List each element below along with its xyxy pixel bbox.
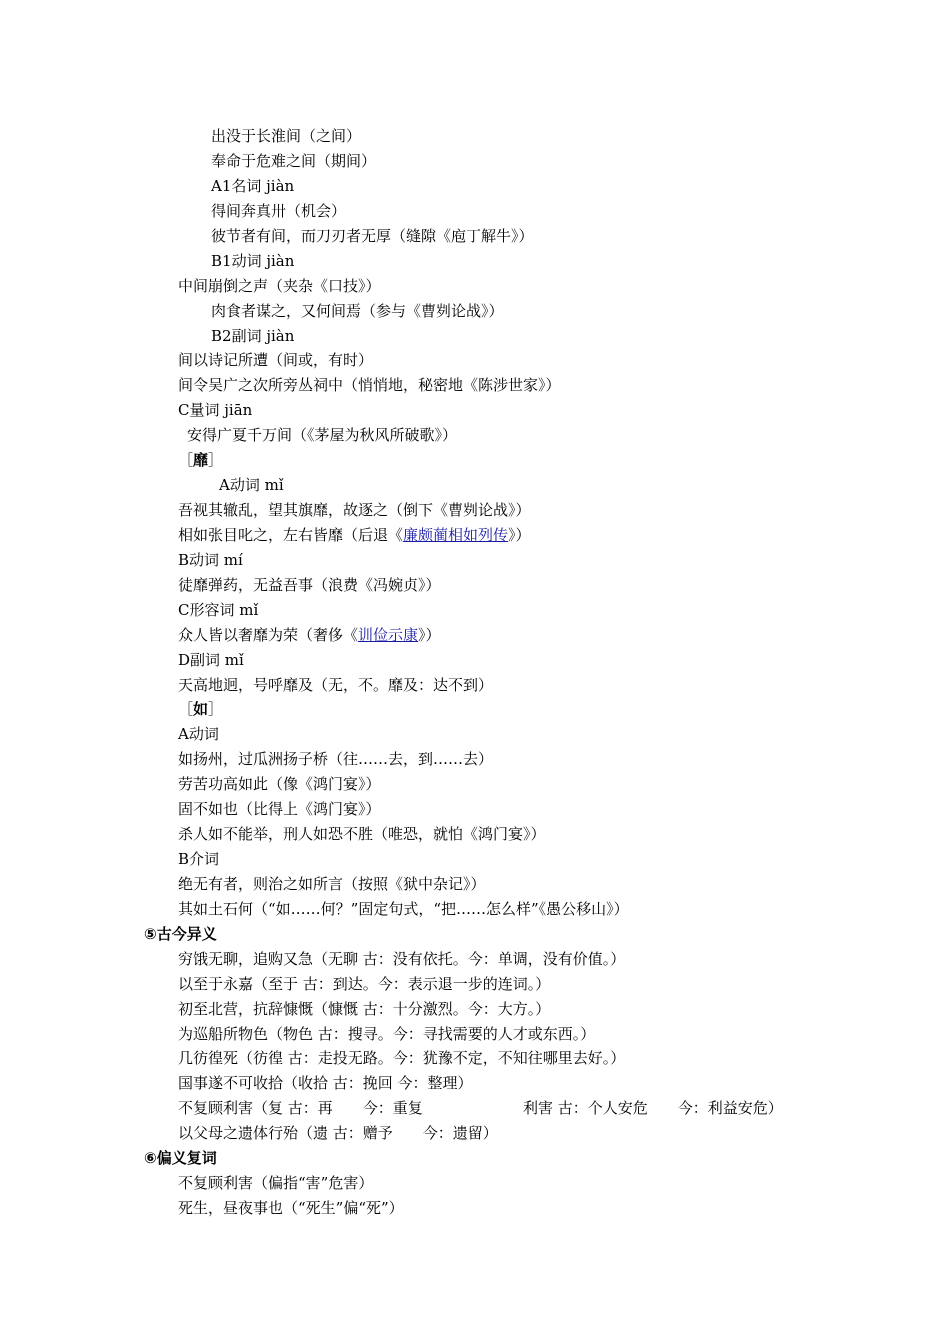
section-heading-pianyi: ⑥偏义复词: [144, 1149, 217, 1167]
text-line: 徒靡弹药，无益吾事（浪费《冯婉贞》）: [178, 576, 441, 594]
entry-heading-ru: [178, 699, 223, 719]
xunjian-link[interactable]: 训俭示康: [358, 626, 419, 644]
text-line: C形容词 mǐ: [178, 601, 259, 619]
text-line: B介词: [178, 850, 220, 868]
text-line: 杀人如不能举，刑人如恐不胜（唯恐，就怕《鸿门宴》）: [178, 825, 546, 843]
text-line: A动词: [178, 725, 219, 743]
section-heading-gujin: ⑤古今异义: [144, 925, 217, 943]
text-line: B2副词 jiàn: [211, 327, 295, 345]
text-line: 安得广夏千万间（《茅屋为秋风所破歌》）: [187, 426, 458, 444]
text-line: [178, 525, 531, 545]
text-segment: 相如张目叱之，左右皆靡（后退《: [178, 526, 404, 544]
entry-word: 靡: [193, 451, 209, 469]
text-line: 死生，昼夜事也（“死生”偏“死”）: [178, 1199, 404, 1217]
text-line: 奉命于危难之间（期间）: [211, 152, 377, 170]
text-line: 利害 古：个人安危 今：利益安危）: [523, 1099, 783, 1117]
text-line: A1名词 jiàn: [211, 177, 295, 195]
text-line: 固不如也（比得上《鸿门宴》）: [178, 800, 381, 818]
text-line: 天高地迥，号呼靡及（无，不。靡及：达不到）: [178, 676, 494, 694]
text-line: D副词 mǐ: [178, 651, 244, 669]
text-line: 肉食者谋之，又何间焉（参与《曹刿论战》）: [211, 302, 504, 320]
text-line: C量词 jiān: [178, 401, 253, 419]
text-line: 中间崩倒之声（夹杂《口技》）: [178, 277, 381, 295]
text-line: 不复顾利害（复 古：再 今：重复: [178, 1099, 423, 1117]
entry-word: 如: [193, 700, 209, 718]
text-line: 绝无有者，则治之如所言（按照《狱中杂记》）: [178, 875, 486, 893]
text-line: 间令吴广之次所旁丛祠中（悄悄地，秘密地《陈涉世家》）: [178, 376, 561, 394]
text-line: 如扬州，过瓜洲扬子桥（往……去，到……去）: [178, 750, 494, 768]
text-line: 间以诗记所遭（间或，有时）: [178, 351, 374, 369]
text-line: 其如土石何（“如……何？”固定句式，“把……怎么样”《愚公移山》）: [178, 900, 629, 918]
text-line: 彼节者有间，而刀刃者无厚（缝隙《庖丁解牛》）: [211, 227, 534, 245]
text-segment: 》）: [508, 526, 531, 544]
text-line: 国事遂不可收拾（收拾 古：挽回 今：整理）: [178, 1074, 473, 1092]
text-line: 初至北营，抗辞慷慨（慷慨 古：十分激烈。今：大方。）: [178, 1000, 551, 1018]
lianpo-link[interactable]: 廉颇蔺相如列传: [403, 526, 509, 544]
text-line: 以父母之遗体行殆（遗 古：赠予 今：遗留）: [178, 1124, 498, 1142]
text-line: B动词 mí: [178, 551, 243, 569]
bracket-close: ］: [208, 700, 224, 718]
text-line: 吾视其辙乱，望其旗靡，故逐之（倒下《曹刿论战》）: [178, 501, 531, 519]
text-line: 为巡船所物色（物色 古：搜寻。今：寻找需要的人才或东西。）: [178, 1025, 596, 1043]
bracket-close: ］: [208, 451, 224, 469]
text-line: 得间奔真卅（机会）: [211, 202, 347, 220]
text-line: B1动词 jiàn: [211, 252, 295, 270]
text-line: 不复顾利害（偏指“害”危害）: [178, 1174, 374, 1192]
text-line: 劳苦功高如此（像《鸿门宴》）: [178, 775, 381, 793]
bracket-open: ［: [178, 451, 194, 469]
text-line: 以至于永嘉（至于 古：到达。今：表示退一步的连词。）: [178, 975, 551, 993]
text-segment: 》）: [418, 626, 441, 644]
text-line: 几彷徨死（彷徨 古：走投无路。今：犹豫不定，不知往哪里去好。）: [178, 1049, 626, 1067]
bracket-open: ［: [178, 700, 194, 718]
text-line: [178, 625, 441, 645]
text-line: A动词 mǐ: [219, 476, 284, 494]
text-line: 出没于长淮间（之间）: [211, 127, 362, 145]
text-line: 穷饿无聊，追购又急（无聊 古：没有依托。今：单调，没有价值。）: [178, 950, 626, 968]
text-segment: 众人皆以奢靡为荣（奢侈《: [178, 626, 359, 644]
entry-heading-mi: [178, 450, 223, 470]
